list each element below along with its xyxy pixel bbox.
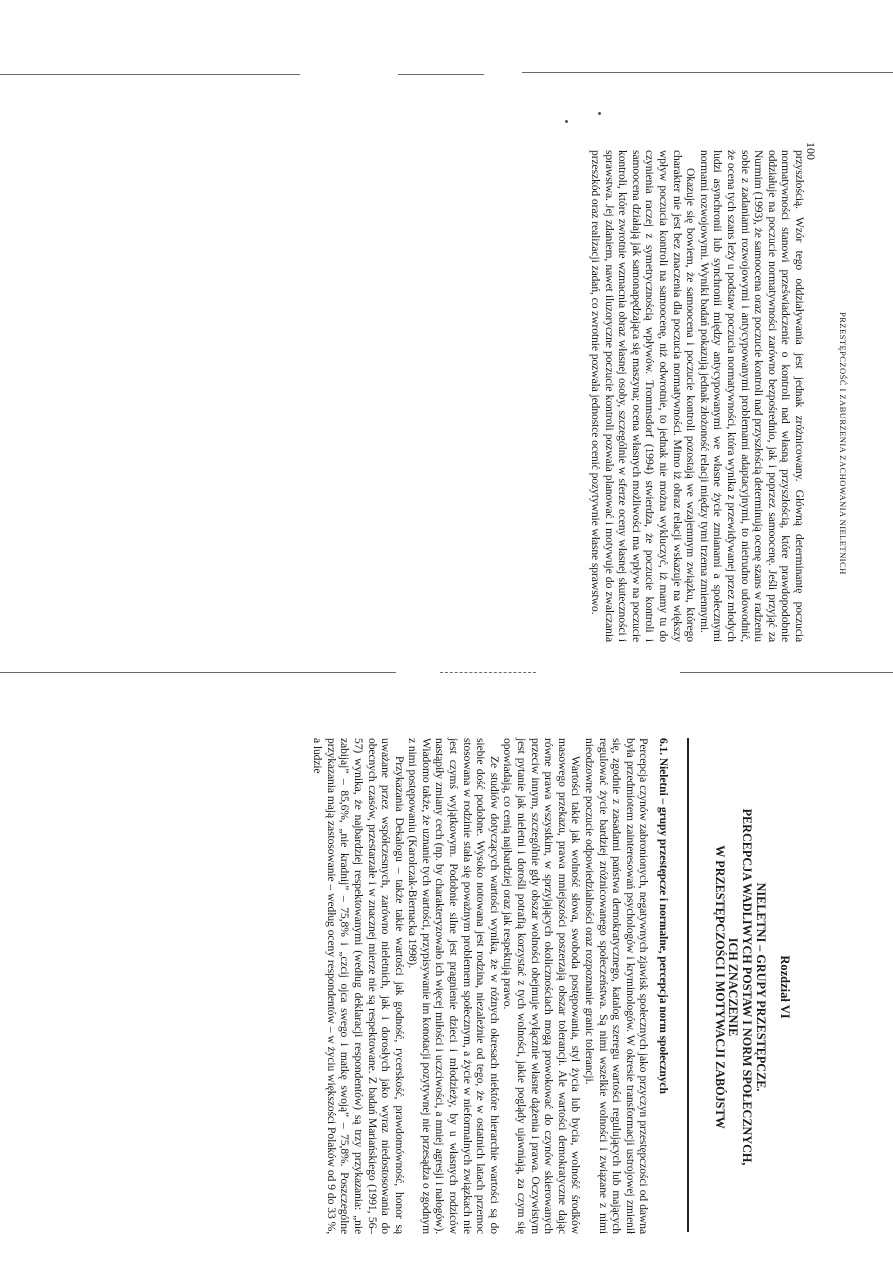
page-number: 100 [804, 142, 818, 160]
paragraph: Percepcja czynów zabronionych, negatywnych zjawisk społecznych jako przyczyn przestępczości od dawna była przedmiotem zainteresowań psychologów i kryminologów. W okresie transformacji ustrojowej zmienił się, zgodnie z zasadami państwa demokratycznego, katalog szeregu wartości regulujących lub mających regulować życie bardziej zróżnicowanego społeczeństwa. Są nimi wszelkie wolności i związane z nimi nieodzowne poczucie odpowiedzialności oraz rozpoznanie granic tolerancji. [583, 738, 651, 1234]
chapter-title [712, 740, 767, 1234]
chapter-title-rule [687, 738, 689, 1232]
top-scan-rule-right [522, 72, 893, 73]
running-head: PRZESTĘPCZOŚĆ I ZABURZENIA ZACHOWANIA NIELETNICH [838, 312, 848, 575]
paragraph: Wartości takie jak wolność słowa, swoboda postępowania, styl życia lub bycia, wolność środków masowego przekazu, prawa mniejszości poszerzają obszar tolerancji. Ale wartości demokratyczne dając równe prawa wszystkim, w sprzyjających okolicznościach mogą prowokować do czynów skierowanych przeciw innym, szczególnie gdy obszar wolności obejmuje wyłącznie własne dążenia i prawa. Oczywistym jest pytanie jak nieletni i dorośli potrafią korzystać z tych wolności, jakie poglądy ujawniają, za czym się opowiadają, co cenią najbardziej oraz jak respektują prawo. [501, 738, 583, 1234]
right-page-body [30, 738, 670, 1234]
center-scan-rule-right [680, 672, 893, 673]
paragraph: Ze studiów dotyczących wartości wynika, że w różnych okresach niektóre hierarchie wartości są do siebie dość podobne. Wysoko notowana jest rodzina, niezależnie od tego, że w ostatnich latach przemoc stosowana w rodzinie stała się poważnym problemem społecznym, a życie w nieformalnych związkach nie jest czymś wyjątkowym. Podobnie silne jest pragnienie dzieci i młodzieży, by u własnych rodziców nastąpiły zmiany cech (np. by charakteryzowało ich więcej miłości i uczciwości, a mniej agresji i nałogów). Wiadomo także, że uznanie tych wartości, przypisywanie im konotacji pozytywnej nie przesądza o zgodnym z nimi postępowaniu (Karolczak-Biernacka 1998). [406, 738, 501, 1234]
scan-speck [565, 120, 568, 123]
center-scan-rule-left [0, 672, 396, 673]
left-page-body [366, 150, 806, 642]
chapter-title-line: W PRZESTĘPCZOŚCI I MOTYWACJI ZABÓJSTW [712, 845, 727, 1129]
top-scan-rule-mid [398, 74, 484, 75]
top-scan-rule-left [0, 74, 300, 75]
chapter-label: Rozdział VI [778, 955, 792, 1019]
chapter-title-line: PERCEPCJA WADLIWYCH POSTAW I NORM SPOŁECZNYCH, [740, 808, 755, 1166]
center-scan-rule-mid [440, 672, 536, 673]
scan-speck [598, 112, 601, 115]
section-heading: 6.1. Nieletni – grupy przestępcze i normalne, percepcja norm społecznych [657, 738, 670, 1094]
paragraph: przyszłością. Wzór tego oddziaływania jest jednak zróżnicowany. Główną determinantę poczucia normatywności stanowi przeświadczenie o kontroli nad własną przyszłością, które prawdopodobnie oddziałuje na poczucie normatywności zarówno bezpośrednio, jak i poprzez samoocenę. Jeśli przyjąć za Nurmim (1993), że samoocena oraz poczucie kontroli nad przyszłością determinują ocenę szans w radzeniu sobie z zadaniami rozwojowymi i antycypowanymi problemami adaptacyjnymi, to nietrudno udowodnić, że ocena tych szans leży u podstaw poczucia normatywności, która wynika z przewidywanej przez młodych ludzi asynchronii lub synchronii między antycypowanymi we własne życie zmianami a społecznymi normami rozwojowymi. Wyniki badań pokazują jednak złożoność relacji między tymi trzema zmiennymi. [697, 150, 806, 642]
chapter-heading [712, 740, 792, 1234]
chapter-title-line: NIELETNI – GRUPY PRZESTĘPCZE. [754, 882, 768, 1092]
chapter-title-line: ICH ZNACZENIE [726, 937, 741, 1037]
paragraph: Przykazania Dekalogu – także takie wartości jak godność, rycerskość, prawdomówność, honor są uważane przez współczesnych, zarówno nieletnich, jak i dorosłych jako wyraz niedostosowania do obecnych czasów, przestarzałe i w znacznej mierze nie są respektowane. Z badań Mariańskiego (1991, 56–57) wynika, że najbardziej respektowanymi (według deklaracji respondentów) są trzy przykazania: „nie zabijaj” – 85,6%, „nie kradnij” – 75,8% i „czcij ojca swego i matkę swoją” – 75,8%. Poszczególne przykazania mają zastosowanie – według oceny respondentów – w życiu większości Polaków od 9 do 33 %, a ludzie [311, 738, 406, 1234]
paragraph: Okazuje się bowiem, że samoocena i poczucie kontroli pozostają we wzajemnym związku, którego charakter nie jest bez znaczenia dla poczucia normatywności. Mimo iż obraz relacji wskazuje na większy wpływ poczucia kontroli na samoocenę, niż odwrotnie, to jednak nie można wykluczyć, iż mamy tu do czynienia raczej z symetrycznością wpływów. Trommsdorf (1994) stwierdza, że poczucie kontroli i samoocena działają jak samonapędzająca się maszyna; ocena własnych możliwości ma wpływ na poczucie kontroli, które zwrotnie wzmacnia obraz własnej osoby, szczególnie w sferze oceny własnej skuteczności i sprawstwa. Jej zdaniem, nawet iluzoryczne poczucie kontroli pozwala planować i motywuje do zwalczania przeszkód oraz realizacji zadań, co zwrotnie pozwala jednostce ocenić pozytywnie własne sprawstwo. [589, 150, 698, 642]
